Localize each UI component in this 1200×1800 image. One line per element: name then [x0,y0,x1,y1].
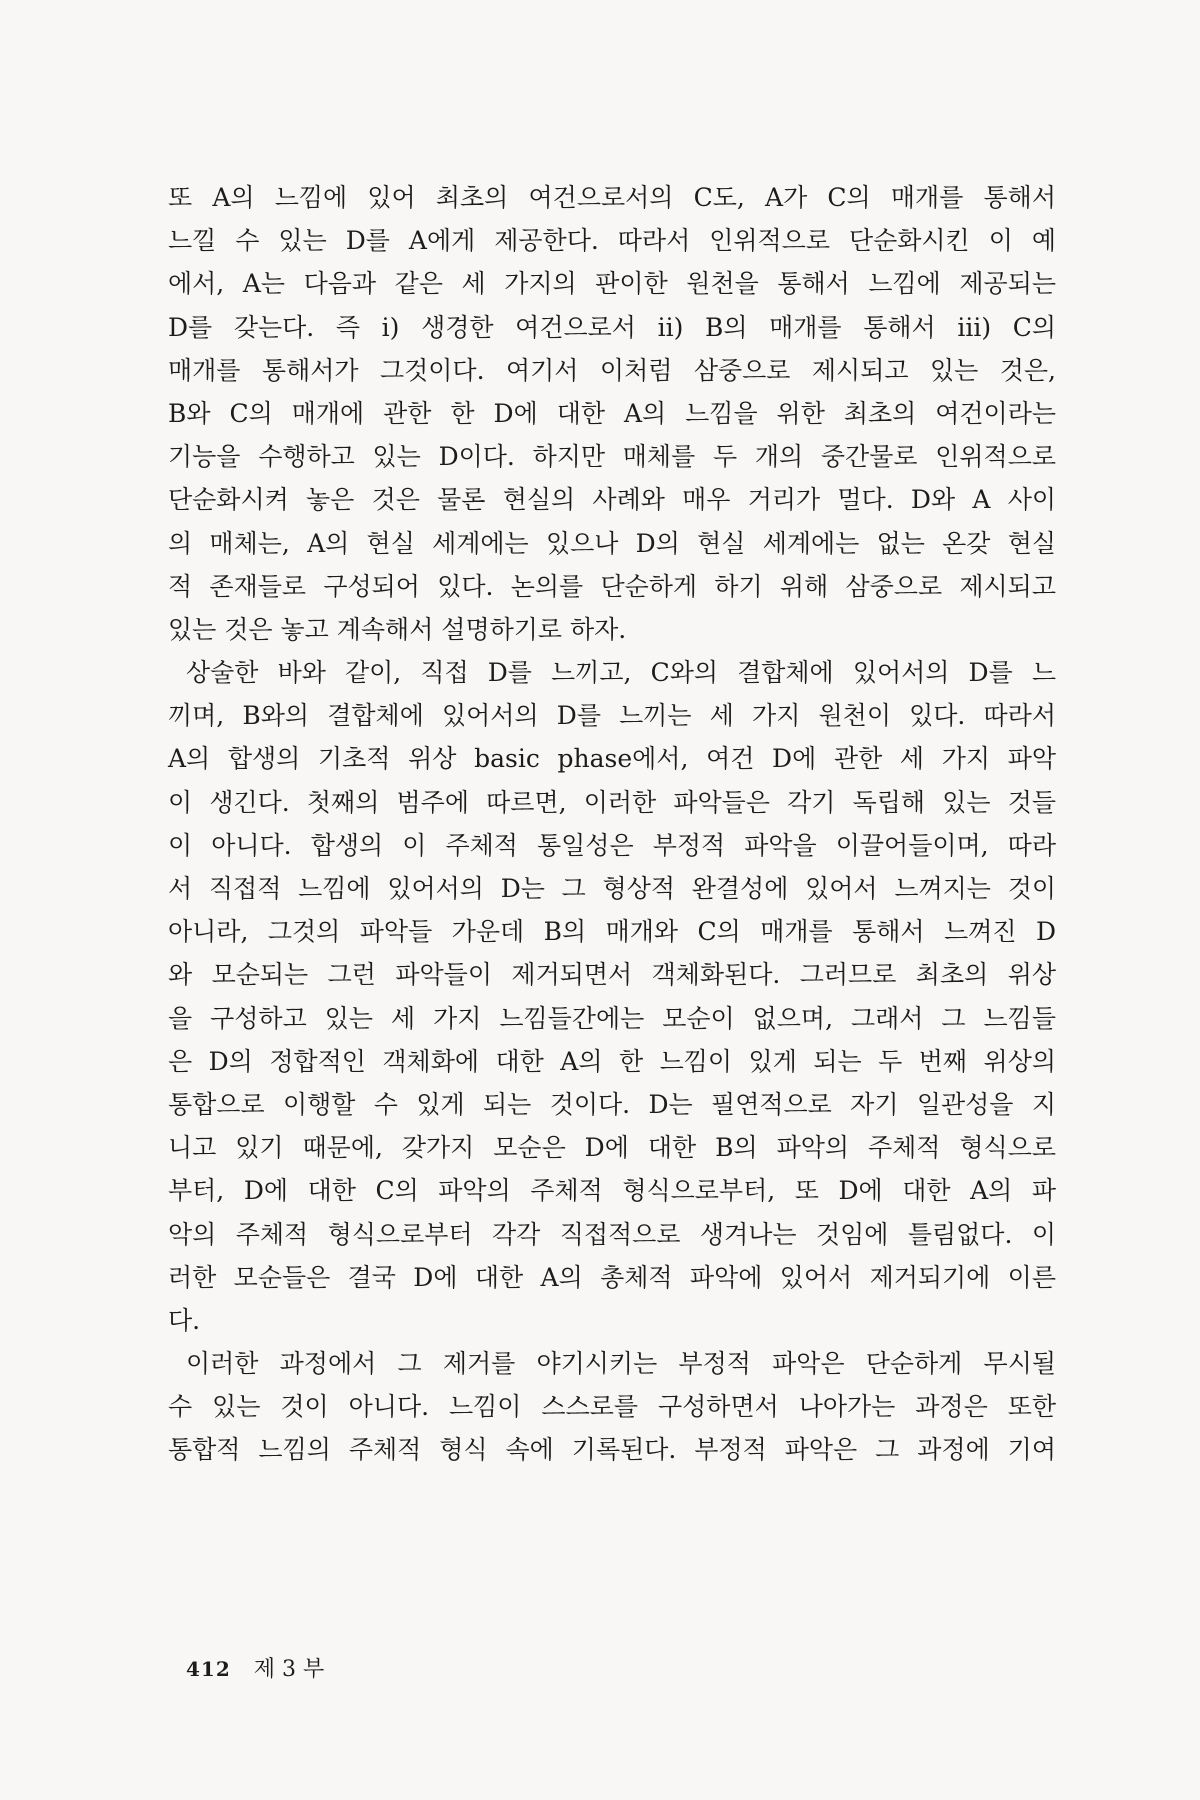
text-line: A의 합생의 기초적 위상 basic phase에서, 여건 D에 관한 세 가지 파악 [168,744,1056,774]
paragraph-start-line: 상술한 바와 같이, 직접 D를 느끼고, C와의 결합체에 있어서의 D를 느 [186,658,1056,688]
text-line: 매개를 통해서가 그것이다. 여기서 이처럼 삼중으로 제시되고 있는 것은, [168,355,1056,385]
text-line: 러한 모순들은 결국 D에 대한 A의 총체적 파악에 있어서 제거되기에 이른 [168,1262,1056,1292]
text-line: 에서, A는 다음과 같은 세 가지의 판이한 원천을 통해서 느낌에 제공되는 [168,269,1056,299]
text-line: 통합적 느낌의 주체적 형식 속에 기록된다. 부정적 파악은 그 과정에 기여 [168,1435,1056,1465]
text-line: 다. [168,1305,201,1335]
paragraph-start-line: 이러한 과정에서 그 제거를 야기시키는 부정적 파악은 단순하게 무시될 [186,1349,1056,1379]
page-number: 412 [186,1657,231,1681]
text-line: 끼며, B와의 결합체에 있어서의 D를 느끼는 세 가지 원천이 있다. 따라서 [168,701,1056,731]
text-line: 수 있는 것이 아니다. 느낌이 스스로를 구성하면서 나아가는 과정은 또한 [168,1392,1056,1422]
text-line: 단순화시켜 놓은 것은 물론 현실의 사례와 매우 거리가 멀다. D와 A 사이 [168,485,1056,515]
text-line: 부터, D에 대한 C의 파악의 주체적 형식으로부터, 또 D에 대한 A의 파 [168,1176,1056,1206]
text-line: 적 존재들로 구성되어 있다. 논의를 단순하게 하기 위해 삼중으로 제시되고 [168,571,1056,601]
text-line: 아니라, 그것의 파악들 가운데 B의 매개와 C의 매개를 통해서 느껴진 D [168,917,1056,947]
text-line: 있는 것은 놓고 계속해서 설명하기로 하자. [168,614,627,644]
text-line: 은 D의 정합적인 객체화에 대한 A의 한 느낌이 있게 되는 두 번째 위상의 [168,1046,1056,1076]
page-footer [186,1652,324,1683]
text-line: 의 매체는, A의 현실 세계에는 있으나 D의 현실 세계에는 없는 온갖 현실 [168,528,1056,558]
text-line: 또 A의 느낌에 있어 최초의 여건으로서의 C도, A가 C의 매개를 통해서 [168,183,1056,212]
text-line: 기능을 수행하고 있는 D이다. 하지만 매체를 두 개의 중간물로 인위적으로 [168,442,1056,472]
text-line: 와 모순되는 그런 파악들이 제거되면서 객체화된다. 그러므로 최초의 위상 [168,960,1056,990]
text-line: D를 갖는다. 즉 i) 생경한 여건으로서 ii) B의 매개를 통해서 iii) C의 [168,312,1056,342]
text-line: 통합으로 이행할 수 있게 되는 것이다. D는 필연적으로 자기 일관성을 지 [168,1089,1056,1119]
text-line: 느낄 수 있는 D를 A에게 제공한다. 따라서 인위적으로 단순화시킨 이 예 [168,226,1056,256]
text-line: 을 구성하고 있는 세 가지 느낌들간에는 모순이 없으며, 그래서 그 느낌들 [168,1003,1056,1033]
text-line: B와 C의 매개에 관한 한 D에 대한 A의 느낌을 위한 최초의 여건이라는 [168,398,1056,428]
text-line: 니고 있기 때문에, 갖가지 모순은 D에 대한 B의 파악의 주체적 형식으로 [168,1133,1056,1163]
text-line: 서 직접적 느낌에 있어서의 D는 그 형상적 완결성에 있어서 느껴지는 것이 [168,874,1056,903]
text-line: 이 아니다. 합생의 이 주체적 통일성은 부정적 파악을 이끌어들이며, 따라 [168,830,1056,860]
body-text [168,176,1056,1472]
text-line: 이 생긴다. 첫째의 범주에 따르면, 이러한 파악들은 각기 독립해 있는 것들 [168,787,1056,817]
part-label: 제 3 부 [253,1657,325,1682]
text-line: 악의 주체적 형식으로부터 각각 직접적으로 생겨나는 것임에 틀림없다. 이 [168,1219,1056,1249]
